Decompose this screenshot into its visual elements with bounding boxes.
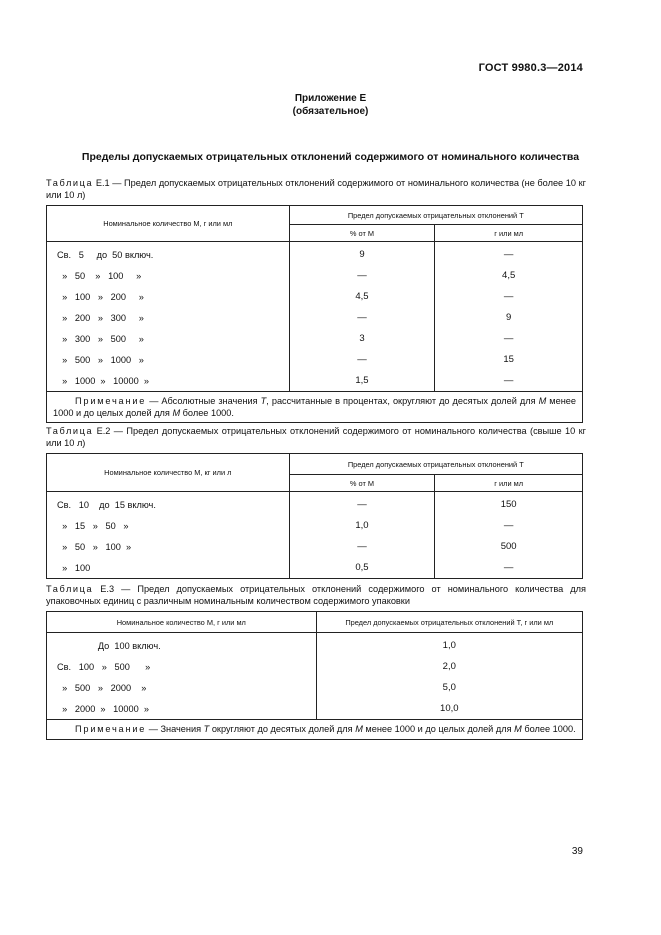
- table-row: [47, 307, 583, 328]
- annex-status: (обязательное): [292, 106, 369, 117]
- table3-caption: [46, 584, 586, 607]
- table-row: [47, 328, 583, 349]
- table2-grams: —: [435, 557, 583, 579]
- standard-code: ГОСТ 9980.3—2014: [478, 62, 583, 74]
- table3-value: 1,0: [316, 633, 582, 657]
- table1-header-quantity: Номинальное количество M, г или мл: [47, 206, 290, 242]
- table1-range: » 100 » 200 »: [47, 286, 290, 307]
- table1-caption-label: Таблица: [46, 178, 94, 188]
- table3-value: 2,0: [316, 656, 582, 677]
- table3-value: 10,0: [316, 698, 582, 720]
- table2-grams: 150: [435, 492, 583, 516]
- table-row: [47, 265, 583, 286]
- note-text: , рассчитанные в процентах, округляют до десятых долей для: [266, 396, 539, 406]
- table3-note: [47, 720, 583, 740]
- note-text: — Значения: [146, 724, 204, 734]
- table1-range: » 1000 » 10000 »: [47, 370, 290, 392]
- table3-header-quantity: Номинальное количество M, г или мл: [47, 612, 317, 633]
- table2-range: » 15 » 50 »: [47, 515, 290, 536]
- table1-note-label: Примечание: [75, 396, 147, 406]
- note-text: более 1000.: [521, 724, 576, 734]
- table1-header-grams: г или мл: [435, 225, 583, 242]
- table2-percent: 1,0: [289, 515, 435, 536]
- table1-grams: 9: [435, 307, 583, 328]
- main-title: Пределы допускаемых отрицательных отклонений содержимого от номинального количества: [81, 151, 580, 163]
- table1-percent: —: [289, 307, 435, 328]
- note-text: менее 1000 и до целых долей для: [53, 396, 576, 418]
- table-row: [47, 242, 583, 266]
- table2-range: » 100: [47, 557, 290, 579]
- table3-caption-label: Таблица: [46, 584, 94, 594]
- table2: [46, 453, 583, 579]
- note-text: более 1000.: [180, 407, 234, 418]
- table1-grams: 15: [435, 349, 583, 370]
- table1-grams: 4,5: [435, 265, 583, 286]
- table1-percent: 9: [289, 242, 435, 266]
- table-row: [47, 698, 583, 720]
- table1-note: [47, 392, 583, 423]
- table1-grams: —: [435, 370, 583, 392]
- table1: [46, 205, 583, 423]
- table1-percent: —: [289, 349, 435, 370]
- table-row: [47, 286, 583, 307]
- note-symbol-m: M: [172, 407, 181, 418]
- table2-header-limit: Предел допускаемых отрицательных отклонений T: [289, 454, 582, 475]
- table1-range: » 300 » 500 »: [47, 328, 290, 349]
- table-row: [47, 536, 583, 557]
- table1-grams: —: [435, 328, 583, 349]
- table-row: [47, 370, 583, 392]
- table-row: [47, 557, 583, 579]
- table-row: [47, 633, 583, 657]
- note-symbol-m: M: [355, 724, 363, 734]
- table1-range: » 50 » 100 »: [47, 265, 290, 286]
- table-row: [47, 349, 583, 370]
- table3-range: До 100 включ.: [47, 633, 317, 657]
- table2-caption-label: Таблица: [46, 426, 94, 436]
- table1-range: » 200 » 300 »: [47, 307, 290, 328]
- table3: [46, 611, 583, 740]
- table1-range: Св. 5 до 50 включ.: [47, 242, 290, 266]
- table2-percent: 0,5: [289, 557, 435, 579]
- table2-header-grams: г или мл: [435, 475, 583, 492]
- table1-percent: 1,5: [289, 370, 435, 392]
- table3-note-row: [47, 720, 583, 740]
- table1-grams: —: [435, 286, 583, 307]
- annex-heading: [0, 92, 661, 118]
- table1-header-limit: Предел допускаемых отрицательных отклонений T: [289, 206, 582, 225]
- table1-header-percent: % от M: [289, 225, 435, 242]
- table-row: [47, 515, 583, 536]
- table3-note-label: Примечание: [75, 724, 147, 734]
- note-symbol-t: T: [203, 724, 210, 734]
- page-number: 39: [571, 846, 583, 857]
- note-text: округляют до десятых долей для: [209, 724, 356, 734]
- table1-grams: —: [435, 242, 583, 266]
- table3-range: » 500 » 2000 »: [47, 677, 317, 698]
- table1-percent: 4,5: [289, 286, 435, 307]
- note-text: — Абсолютные значения: [146, 396, 261, 406]
- table1-percent: —: [289, 265, 435, 286]
- table2-grams: —: [435, 515, 583, 536]
- table3-value: 5,0: [316, 677, 582, 698]
- note-text: менее 1000 и до целых долей для: [362, 724, 515, 734]
- table2-caption: [46, 426, 586, 449]
- table2-grams: 500: [435, 536, 583, 557]
- table-row: [47, 492, 583, 516]
- table1-percent: 3: [289, 328, 435, 349]
- table3-range: » 2000 » 10000 »: [47, 698, 317, 720]
- note-symbol-m: M: [538, 396, 547, 406]
- table1-range: » 500 » 1000 »: [47, 349, 290, 370]
- table2-percent: —: [289, 536, 435, 557]
- table1-note-row: [47, 392, 583, 423]
- table3-range: Св. 100 » 500 »: [47, 656, 317, 677]
- table-row: [47, 656, 583, 677]
- table2-header-percent: % от M: [289, 475, 435, 492]
- table3-caption-text: Е.3 — Предел допускаемых отрицательных отклонений содержимого от номинального количества для упаковочных единиц с различным номинальным количеством содержимого упаковки: [46, 584, 586, 606]
- table3-header-limit: Предел допускаемых отрицательных отклонений T, г или мл: [316, 612, 582, 633]
- note-symbol-t: T: [260, 396, 267, 406]
- annex-title: Приложение Е: [294, 93, 367, 104]
- table1-caption-text: Е.1 — Предел допускаемых отрицательных отклонений содержимого от номинального количества (не более 10 кг или 10 л): [46, 178, 586, 200]
- table2-header-quantity: Номинальное количество M, кг или л: [47, 454, 290, 492]
- table2-range: » 50 » 100 »: [47, 536, 290, 557]
- table1-caption: [46, 178, 586, 201]
- table2-caption-text: Е.2 — Предел допускаемых отрицательных отклонений содержимого от номинального количества (свыше 10 кг или 10 л): [46, 426, 586, 448]
- table-row: [47, 677, 583, 698]
- table2-percent: —: [289, 492, 435, 516]
- note-symbol-m: M: [514, 724, 522, 734]
- table2-range: Св. 10 до 15 включ.: [47, 492, 290, 516]
